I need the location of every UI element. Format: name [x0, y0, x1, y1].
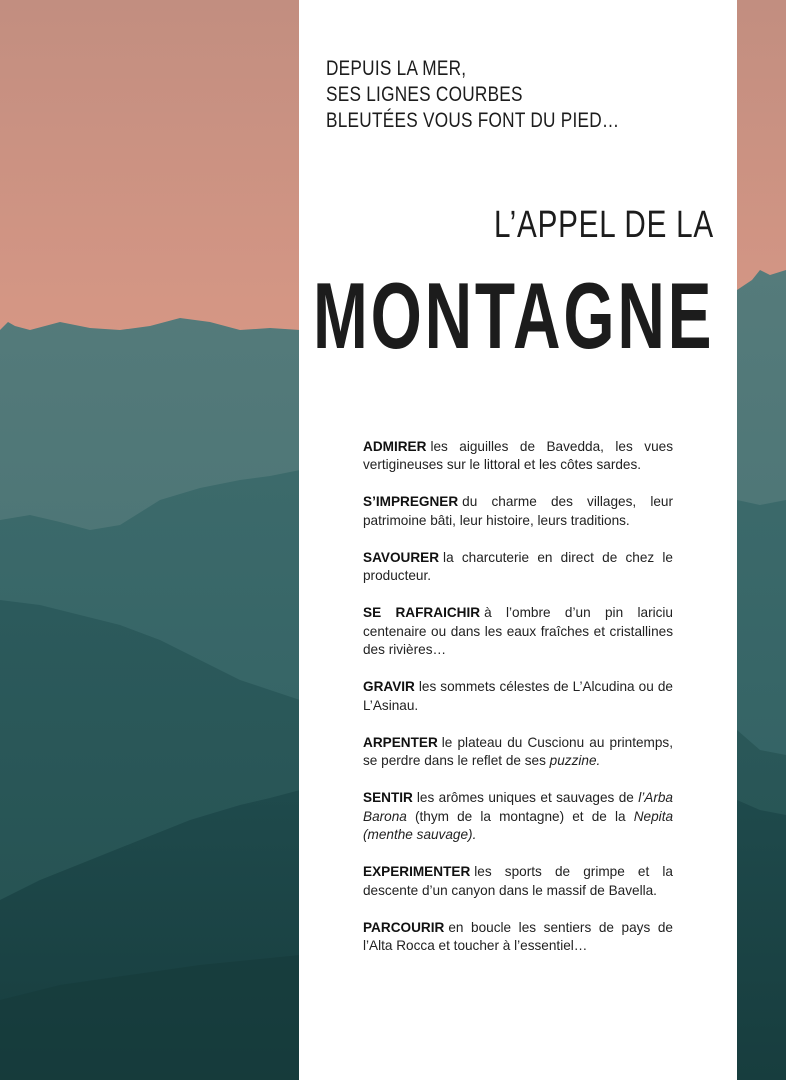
- activity-verb: SE RAFRAICHIR: [363, 605, 481, 621]
- heading-title: MONTAGNE: [312, 263, 714, 368]
- activity-item: [363, 919, 673, 956]
- activity-verb: PARCOURIR: [363, 919, 445, 935]
- activity-verb: EXPERIMENTER: [363, 864, 471, 880]
- activity-italic: puzzine.: [549, 753, 601, 769]
- intro-line: BLEUTÉES VOUS FONT DU PIED…: [326, 109, 620, 132]
- activity-text: à l’ombre d’un pin lariciu centenaire ou dans les eaux fraîches et cristallines des rivières…: [363, 605, 673, 658]
- intro-line: SES LIGNES COURBES: [326, 83, 523, 106]
- activity-text: en boucle les sentiers de pays de l’Alta Rocca et toucher à l’essentiel…: [363, 919, 673, 954]
- activity-item: [363, 493, 673, 530]
- activity-item: [363, 863, 673, 900]
- activities-list: [363, 424, 673, 974]
- heading-subtitle: L’APPEL DE LA: [494, 204, 714, 246]
- intro-line: DEPUIS LA MER,: [326, 57, 467, 80]
- activity-verb: S’IMPREGNER: [363, 494, 459, 510]
- activity-italic: Nepita (menthe sauvage).: [363, 808, 674, 843]
- activity-verb: SENTIR: [363, 790, 413, 806]
- activity-item: [363, 438, 673, 475]
- activity-verb: SAVOURER: [363, 549, 440, 565]
- activity-verb: GRAVIR: [363, 679, 415, 695]
- activity-item: [363, 789, 673, 845]
- activity-text: (thym de la montagne) et de la: [415, 808, 626, 824]
- activity-text: les aiguilles de Bavedda, les vues vertigineuses sur le littoral et les côtes sardes.: [363, 438, 673, 473]
- activity-text: la charcuterie en direct de chez le producteur.: [363, 549, 673, 584]
- activity-verb: ADMIRER: [363, 438, 427, 454]
- activity-item: [363, 678, 673, 715]
- activity-item: [363, 734, 673, 771]
- activity-text: les sommets célestes de L’Alcudina ou de L’Asinau.: [363, 679, 673, 713]
- text-panel: [299, 0, 737, 1080]
- activity-item: [363, 549, 673, 586]
- activity-text: les arômes uniques et sauvages de: [416, 790, 634, 806]
- activity-text: du charme des villages, leur patrimoine bâti, leur histoire, leurs traditions.: [363, 494, 673, 528]
- activity-text: les sports de grimpe et la descente d’un canyon dans le massif de Bavella.: [363, 864, 673, 898]
- activity-italic: l’Arba Barona: [363, 790, 673, 824]
- intro-tagline: [326, 56, 638, 134]
- activity-text: le plateau du Cuscionu au printemps, se perdre dans le reflet de ses: [363, 734, 673, 769]
- activity-verb: ARPENTER: [363, 734, 438, 750]
- activity-item: [363, 604, 673, 660]
